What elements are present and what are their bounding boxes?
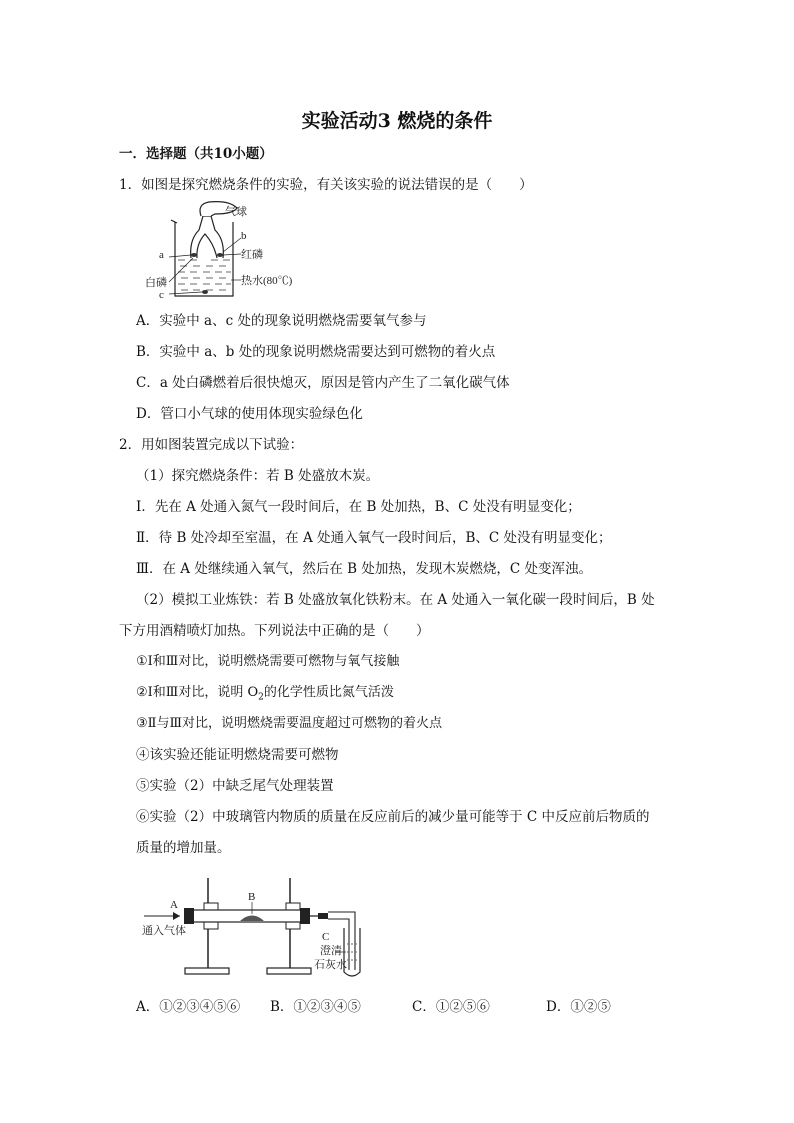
q2-statement-2-head: ②Ⅰ和Ⅲ对比，说明 O (136, 685, 259, 700)
q2-line: （2）模拟工业炼铁：若 B 处盛放氧化铁粉末。在 A 处通入一氧化碳一段时间后，B 处 (136, 592, 655, 608)
q2-statement-6: ⑥实验（2）中玻璃管内物质的质量在反应前后的减少量可能等于 C 中反应前后物质的 (136, 809, 650, 825)
q1-option-b: B．实验中 a、b 处的现象说明燃烧需要达到可燃物的着火点 (136, 344, 496, 360)
question-2-stem: 2．用如图装置完成以下试验： (119, 437, 304, 453)
label-a: a (159, 249, 164, 261)
label-hot-water: 热水(80℃) (241, 275, 293, 287)
q2-option-b: B．①②③④⑤ (270, 999, 361, 1015)
q2-option-c: C．①②⑤⑥ (412, 999, 490, 1015)
q1-option-d: D．管口小气球的使用体现实验绿色化 (136, 406, 363, 422)
q2-statement-4: ④该实验还能证明燃烧需要可燃物 (136, 747, 339, 763)
q2-option-a: A．①②③④⑤⑥ (136, 999, 241, 1015)
q1-option-c: C．a 处白磷燃着后很快熄灭，原因是管内产生了二氧化碳气体 (136, 375, 510, 391)
q2-line: 下方用酒精喷灯加热。下列说法中正确的是（ ） (119, 623, 430, 639)
q2-statement-1: ①Ⅰ和Ⅲ对比，说明燃烧需要可燃物与氧气接触 (136, 654, 400, 669)
q2-statement-2-tail: 的化学性质比氮气活泼 (263, 685, 394, 700)
q2-statement-2 (136, 684, 394, 707)
label-b: b (241, 230, 247, 242)
q1-option-a: A．实验中 a、c 处的现象说明燃烧需要氧气参与 (136, 313, 427, 329)
section-heading: 一．选择题（共10小题） (119, 146, 273, 162)
label-limewater-1: 澄清 (320, 945, 342, 957)
q2-option-d: D．①②⑤ (546, 999, 611, 1015)
q2-statement-5: ⑤实验（2）中缺乏尾气处理装置 (136, 778, 334, 794)
question-2-figure (140, 872, 385, 982)
q2-line: Ⅰ．先在 A 处通入氮气一段时间后，在 B 处加热，B、C 处没有明显变化； (136, 499, 581, 515)
q2-statement-6-cont: 质量的增加量。 (136, 840, 231, 856)
label-white-phosphorus: 白磷 (145, 277, 167, 289)
question-1-stem: 1．如图是探究燃烧条件的实验，有关该实验的说法错误的是（ ） (119, 177, 533, 193)
page-title: 实验活动3 燃烧的条件 (301, 110, 493, 132)
label-gas-in: 通入气体 (142, 925, 186, 937)
q2-statement-2-sub: 2 (258, 692, 264, 703)
label-red-phosphorus: 红磷 (241, 249, 263, 261)
label-limewater-2: 石灰水 (314, 959, 347, 971)
q2-line: Ⅲ．在 A 处继续通入氧气，然后在 B 处加热，发现木炭燃烧，C 处变浑浊。 (136, 561, 592, 577)
question-1-figure (145, 200, 315, 305)
label-C: C (322, 931, 330, 943)
label-balloon: 气球 (225, 206, 247, 218)
q2-line: （1）探究燃烧条件：若 B 处盛放木炭。 (136, 468, 380, 484)
q2-line: Ⅱ．待 B 处冷却至室温，在 A 处通入氧气一段时间后，B、C 处没有明显变化； (136, 530, 612, 546)
label-B: B (248, 891, 256, 903)
q2-statement-3: ③Ⅱ与Ⅲ对比，说明燃烧需要温度超过可燃物的着火点 (136, 716, 443, 731)
label-A: A (170, 899, 178, 911)
label-c: c (159, 289, 164, 301)
